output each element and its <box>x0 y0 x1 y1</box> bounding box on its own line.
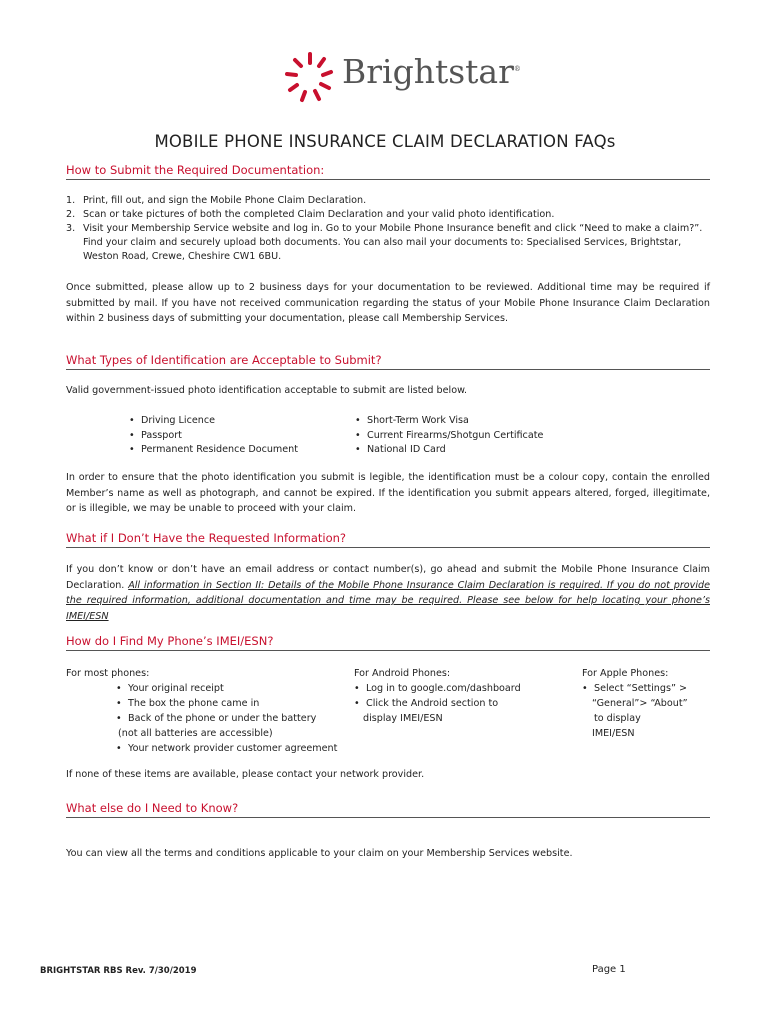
starburst-icon <box>282 50 338 106</box>
list-item: • Driving Licence <box>129 414 298 429</box>
page-number: Page 1 <box>592 964 626 975</box>
else-text: You can view all the terms and conditions applicable to your claim on your Membership Services website. <box>66 848 573 859</box>
list-item: • Your original receipt <box>116 681 337 696</box>
apple-title: For Apple Phones: <box>582 668 669 679</box>
most-phones-title: For most phones: <box>66 668 150 679</box>
submit-steps-list <box>66 194 710 264</box>
missing-text: If you don’t know or don’t have an email address or contact number(s), go ahead and submit the Mobile Phone Insurance Claim Declaration. All information in Section II: Details of the Mobile Phone Insurance Claim Declaration is required. If you do not provide the required information, additional documentation and time may be required. Please see below for help locating your phone’s IMEI/ESN <box>66 564 710 622</box>
submit-note: Once submitted, please allow up to 2 business days for your documentation to be reviewed. Additional time may be required if submitted by mail. If you have not received communication regarding the status of your Mobile Phone Insurance Claim Declaration within 2 business days of submitting your documentation, please call Membership Services. <box>66 282 710 324</box>
list-item-continued: “General”> “About” <box>592 698 688 709</box>
brightstar-logo <box>282 50 521 110</box>
most-phones-column <box>66 666 337 756</box>
page-title: MOBILE PHONE INSURANCE CLAIM DECLARATION FAQs <box>154 132 616 151</box>
list-item: • Log in to google.com/dashboard <box>354 681 521 696</box>
list-item: • Your network provider customer agreement <box>116 741 337 756</box>
list-item: • Passport <box>129 429 298 444</box>
list-item-continued: display IMEI/ESN <box>363 713 443 724</box>
list-item: • Select “Settings” > <box>582 681 688 696</box>
list-item: 1. Print, fill out, and sign the Mobile Phone Claim Declaration. <box>66 195 367 206</box>
imei-note: If none of these items are available, please contact your network provider. <box>66 769 425 780</box>
list-item: • Permanent Residence Document <box>129 443 298 458</box>
id-list-col1 <box>129 414 298 458</box>
list-item: • National ID Card <box>355 443 543 458</box>
list-item: 3. Visit your Membership Service website and log in. Go to your Mobile Phone Insurance benefit and click “Need to make a claim?”. Find your claim and securely upload both documents. You can also mail your documents to: Specialised Services, Brightstar, Weston Road, Crewe, Cheshire CW1 6BU. <box>66 223 703 262</box>
list-item: • The box the phone came in <box>116 696 337 711</box>
list-item-note: (not all batteries are accessible) <box>118 728 273 739</box>
required-info-note: All information in Section II: Details of the Mobile Phone Insurance Claim Declaration is required. If you do not provide the required information, additional documentation and time may be required. Please see below for help locating your phone’s IMEI/ESN <box>66 579 710 622</box>
list-item: • Current Firearms/Shotgun Certificate <box>355 429 543 444</box>
apple-column <box>582 666 688 741</box>
footer-revision: BRIGHTSTAR RBS Rev. 7/30/2019 <box>40 966 197 976</box>
section-heading-submit: How to Submit the Required Documentation: <box>66 163 710 180</box>
android-title: For Android Phones: <box>354 668 451 679</box>
id-intro: Valid government-issued photo identification acceptable to submit are listed below. <box>66 385 468 396</box>
section-heading-missing: What if I Don’t Have the Requested Information? <box>66 531 710 548</box>
section-heading-else: What else do I Need to Know? <box>66 801 710 818</box>
list-item: 2. Scan or take pictures of both the completed Claim Declaration and your valid photo identification. <box>66 209 555 220</box>
list-item: • Click the Android section to <box>354 696 521 711</box>
list-item: • Back of the phone or under the battery <box>116 711 337 726</box>
registered-mark: ® <box>513 65 521 73</box>
section-heading-id-types: What Types of Identification are Acceptable to Submit? <box>66 353 710 370</box>
list-item-continued: IMEI/ESN <box>592 728 635 739</box>
list-item-continued: to display <box>594 713 641 724</box>
section-heading-imei: How do I Find My Phone’s IMEI/ESN? <box>66 634 710 651</box>
android-column <box>354 666 521 726</box>
list-item: • Short-Term Work Visa <box>355 414 543 429</box>
id-note: In order to ensure that the photo identification you submit is legible, the identification must be a colour copy, contain the enrolled Member’s name as well as photograph, and cannot be expired. If the identification you submit appears altered, forged, illegitimate, or is illegible, we may be unable to proceed with your claim. <box>66 472 710 514</box>
id-list-col2 <box>355 414 543 458</box>
logo-name: Brightstar <box>342 52 514 91</box>
